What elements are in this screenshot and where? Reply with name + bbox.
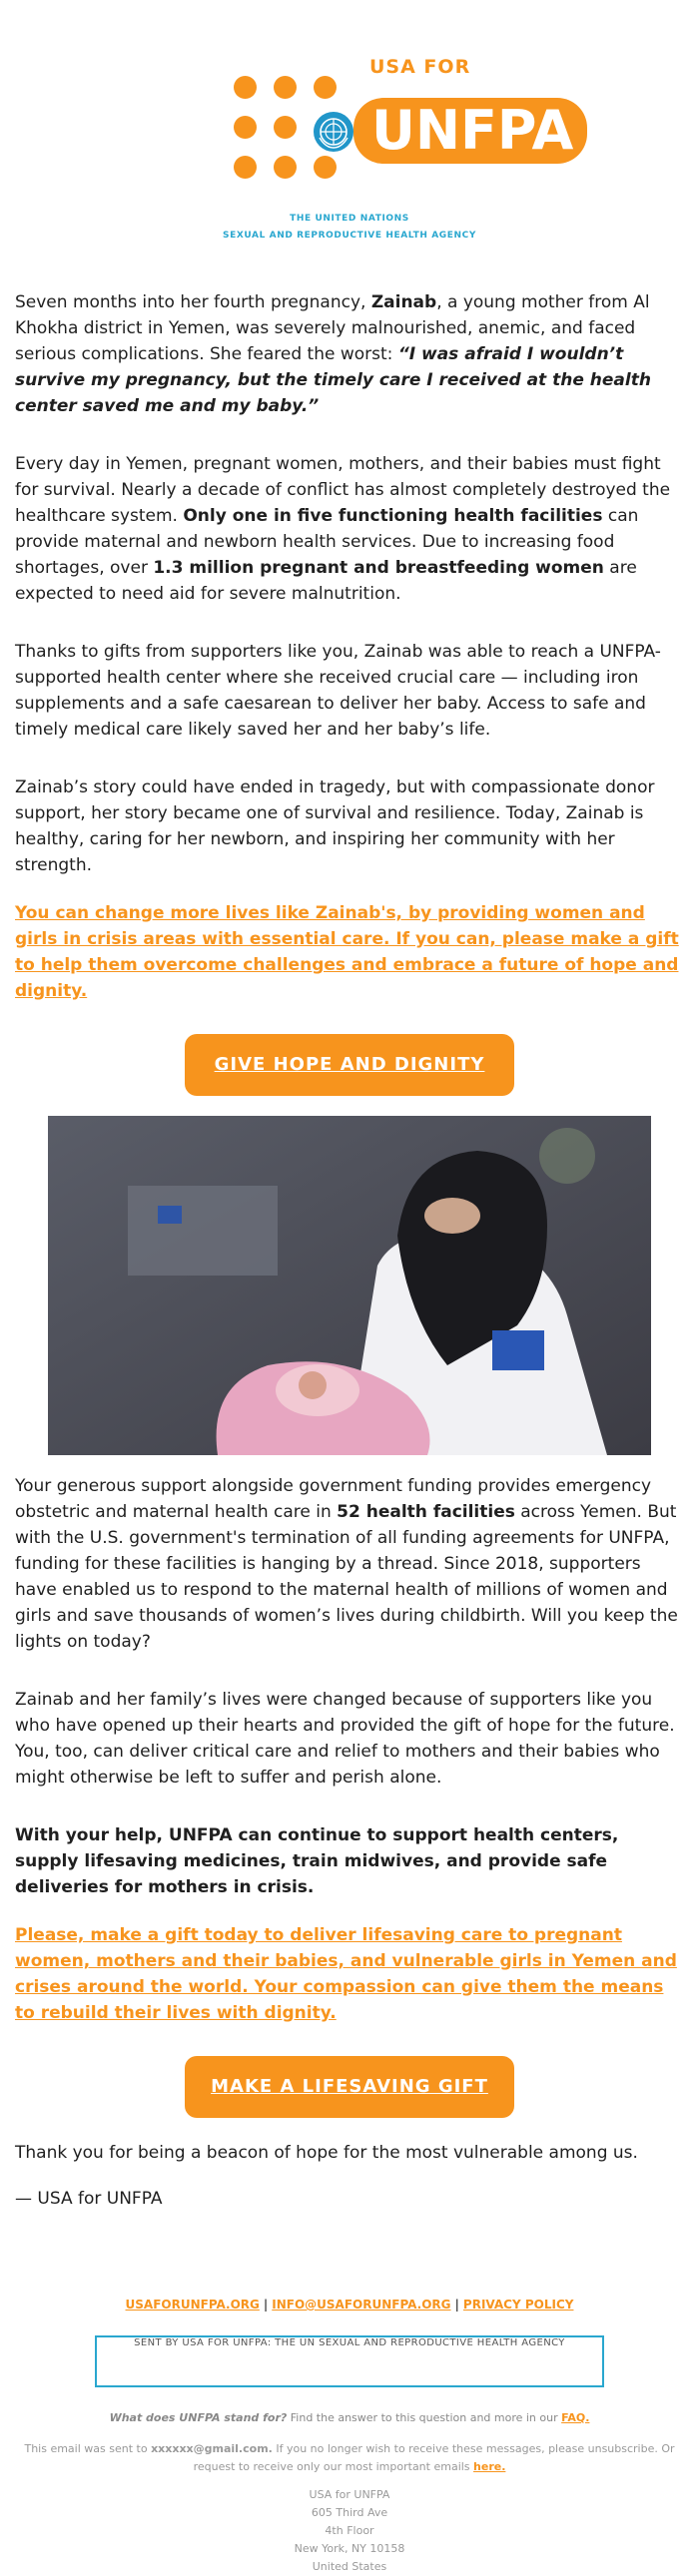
faq-question: What does UNFPA stand for? [109,2411,288,2424]
logo-dot [274,76,297,99]
thanks-paragraph: Thank you for being a beacon of hope for the most vulnerable among us. [15,2143,638,2163]
logo-dot [314,76,337,99]
logo-unfpa: UNFPA [353,98,587,164]
text: Seven months into her fourth pregnancy, [15,292,371,312]
header-logo [0,0,699,259]
donate-link-1[interactable]: You can change more lives like Zainab's, by providing women and girls in crisis areas with essential care. If you can, please make a gift to help them overcome challenges and embrace a future of hope and dignity. [15,903,679,1001]
recipient-email: xxxxxx@gmail.com. [151,2442,273,2455]
footer [0,2298,699,2576]
hero-photo [48,1116,651,1455]
address-line: United States [312,2560,387,2573]
text: Find the answer to this question and more in our [287,2411,562,2424]
bold-facility-count: 52 health facilities [337,1502,515,1522]
text: are expected to need aid for severe malnutrition. [15,558,637,604]
faq-line [0,2411,699,2424]
footer-links [0,2298,699,2312]
footer-link-site[interactable]: USAFORUNFPA.ORG [125,2298,260,2312]
un-globe-icon [314,112,353,152]
logo-dot [274,116,297,139]
text: across Yemen. But with the U.S. government's termination of all funding agreements for UNFPA, funding for these facilities is hanging by a thread. Since 2018, supporters have enabled us to respond to the maternal health of millions of women and girls and save thousands of women’s lives during childbirth. Will you keep the lights on today? [15,1502,678,1652]
logo-dot [314,156,337,179]
footer-link-email[interactable]: INFO@USAFORUNFPA.ORG [272,2298,451,2312]
lifesaving-gift-button[interactable]: MAKE A LIFESAVING GIFT [185,2056,514,2118]
logo-dot [274,156,297,179]
faq-link[interactable]: FAQ. [561,2411,590,2424]
button-row-2 [15,2056,684,2118]
footer-link-privacy[interactable]: PRIVACY POLICY [462,2298,574,2312]
logo-usa-for: USA FOR [369,56,471,78]
signoff: — USA for UNFPA [15,2189,163,2209]
story-paragraph-2 [15,451,684,607]
zainab-quote: “I was afraid I wouldn’t survive my pregnancy, but the timely care I received at the health center saved me and my baby.” [15,344,651,416]
text: Your generous support alongside government funding provides emergency obstetric and maternal health care in [15,1476,652,1522]
address-line: New York, NY 10158 [294,2542,405,2555]
preferences-link[interactable]: here. [473,2460,506,2473]
unsubscribe-line [10,2440,689,2476]
donate-link-2[interactable]: Please, make a gift today to deliver lifesaving care to pregnant women, mothers and their babies, and vulnerable girls in Yemen and crises around the world. Your compassion can give them the means to rebuild their lives with dignity. [15,1925,677,2023]
address-line: 4th Floor [325,2524,374,2537]
button-row-1 [15,1034,684,1096]
mailing-address [0,2486,699,2576]
logo-dot [234,156,257,179]
bold-facilities: Only one in five functioning health facilities [183,506,603,526]
text: Every day in Yemen, pregnant women, mothers, and their babies must fight for survival. Nearly a decade of conflict has almost completely destroyed the healthcare system. [15,454,671,526]
email-body [0,289,699,2212]
logo-tagline-2: SEXUAL AND REPRODUCTIVE HEALTH AGENCY [223,231,476,241]
text: If you no longer wish to receive these messages, please unsubscribe. Or request to receive only our most important emails [193,2442,675,2473]
sent-by-box: SENT BY USA FOR UNFPA: THE UN SEXUAL AND REPRODUCTIVE HEALTH AGENCY [95,2335,604,2387]
story-paragraph-3: Thanks to gifts from supporters like you, Zainab was able to reach a UNFPA-supported health center where she received crucial care — including iron supplements and a safe caesarean to deliver her baby. Access to safe and timely medical care likely saved her and her baby’s life. [15,642,661,740]
bold-women-count: 1.3 million pregnant and breastfeeding women [153,558,604,578]
health-worker-with-newborn-image [48,1116,651,1455]
story-paragraph-7: With your help, UNFPA can continue to support health centers, supply lifesaving medicines, train midwives, and provide safe deliveries for mothers in crisis. [15,1825,619,1897]
address-line: USA for UNFPA [309,2488,390,2501]
give-hope-button[interactable]: GIVE HOPE AND DIGNITY [185,1034,514,1096]
footer-separator: | [454,2298,459,2312]
logo-tagline-1: THE UNITED NATIONS [290,214,409,224]
story-paragraph-1 [15,289,684,419]
text: , a young mother from Al Khokha district in Yemen, was severely malnourished, anemic, and faced serious complications. She feared the worst: [15,292,650,364]
address-line: 605 Third Ave [311,2506,388,2519]
story-paragraph-5 [15,1473,684,1655]
story-paragraph-6: Zainab and her family’s lives were changed because of supporters like you who have opened up their hearts and provided the gift of hope for the future. You, too, can deliver critical care and relief to mothers and their babies who might otherwise be left to suffer and perish alone. [15,1690,675,1788]
story-paragraph-4: Zainab’s story could have ended in tragedy, but with compassionate donor support, her story became one of survival and resilience. Today, Zainab is healthy, caring for her newborn, and inspiring her community with her strength. [15,777,655,875]
text: This email was sent to [24,2442,152,2455]
logo-dot [234,76,257,99]
logo-dot [234,116,257,139]
text: can provide maternal and newborn health services. Due to increasing food shortages, over [15,506,639,578]
footer-separator: | [263,2298,269,2312]
name-zainab: Zainab [370,292,437,312]
